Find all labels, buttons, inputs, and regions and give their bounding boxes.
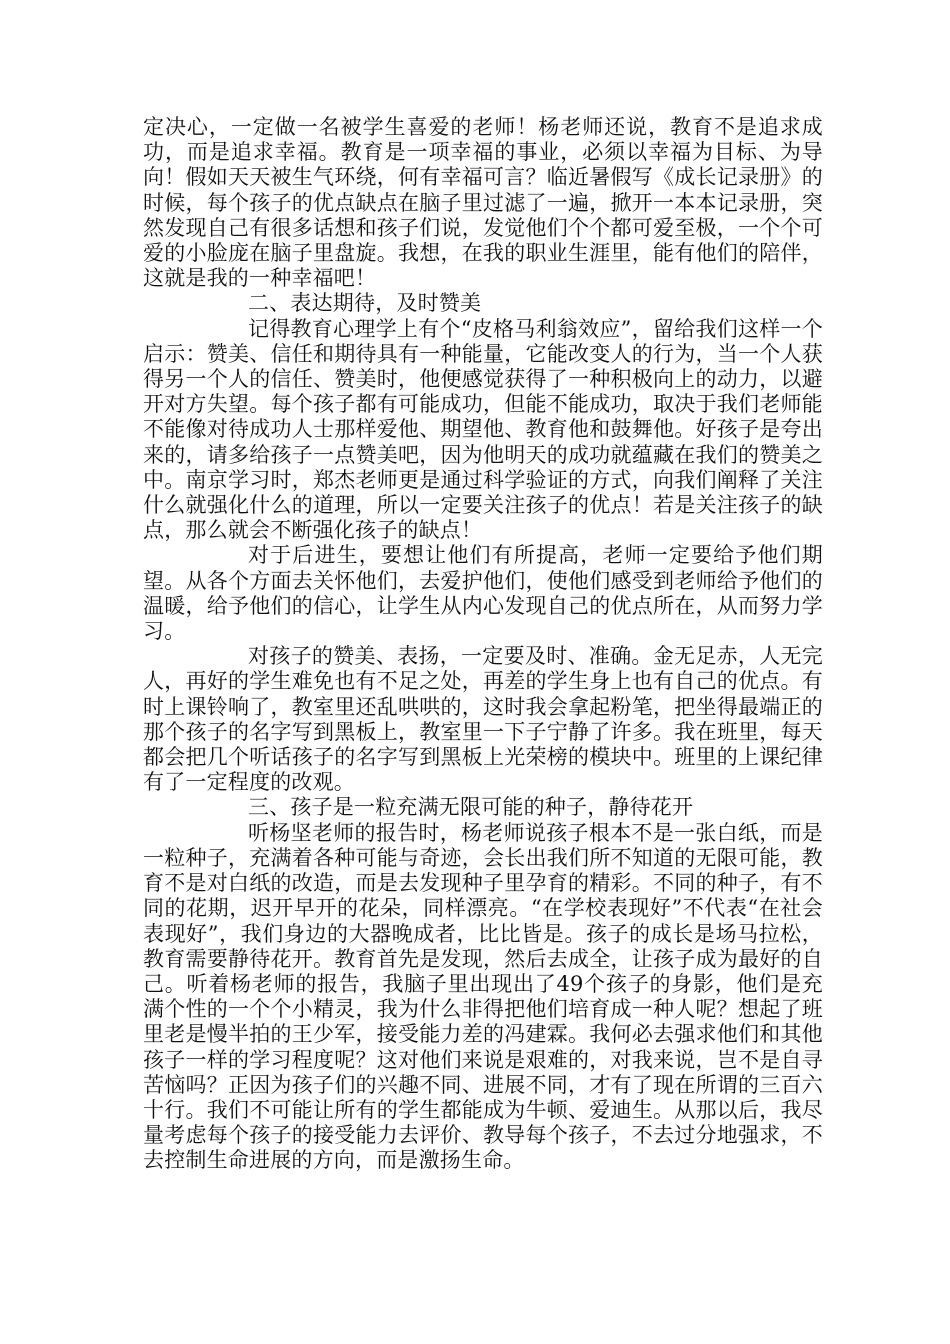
- paragraph: 定决心，一定做一名被学生喜爱的老师！杨老师还说，教育不是追求成功，而是追求幸福。教育是一项幸福的事业，必须以幸福为目标、为导向！假如天天被生气环绕，何有幸福可言？临近暑假写《成长记录册》的时候，每个孩子的优点缺点在脑子里过滤了一遍，掀开一本本记录册，突然发现自己有很多话想和孩子们说，发觉他们个个都可爱至极，一个个可爱的小脸庞在脑子里盘旋。我想，在我的职业生涯里，能有他们的陪伴，这就是我的一种幸福吧！: [143, 115, 823, 291]
- paragraph: 对孩子的赞美、表扬，一定要及时、准确。金无足赤，人无完人，再好的学生难免也有不足之处，再差的学生身上也有自己的优点。有时上课铃响了，教室里还乱哄哄的，这时我会拿起粉笔，把坐得最端正的那个孩子的名字写到黑板上，教室里一下子宁静了许多。我在班里，每天都会把几个听话孩子的名字写到黑板上光荣榜的模块中。班里的上课纪律有了一定程度的改观。: [143, 644, 823, 795]
- paragraph: 记得教育心理学上有个“皮格马利翁效应”，留给我们这样一个启示：赞美、信任和期待具有一种能量，它能改变人的行为，当一个人获得另一个人的信任、赞美时，他便感觉获得了一种积极向上的动力，以避开对方失望。每个孩子都有可能成功，但能不能成功，取决于我们老师能不能像对待成功人士那样爱他、期望他、教育他和鼓舞他。好孩子是夸出来的，请多给孩子一点赞美吧，因为他明天的成功就蕴藏在我们的赞美之中。南京学习时，郑杰老师更是通过科学验证的方式，向我们阐释了关注什么就强化什么的道理，所以一定要关注孩子的优点！若是关注孩子的缺点，那么就会不断强化孩子的缺点！: [143, 316, 823, 543]
- section-heading: 三、孩子是一粒充满无限可能的种子，静待花开: [248, 795, 694, 820]
- document-body: [143, 115, 823, 1174]
- paragraph: 听杨坚老师的报告时，杨老师说孩子根本不是一张白纸，而是一粒种子，充满着各种可能与奇迹，会长出我们所不知道的无限可能，教育不是对白纸的改造，而是去发现种子里孕育的精彩。不同的种子，有不同的花期，迟开早开的花朵，同样漂亮。“在学校表现好”不代表“在社会表现好”，我们身边的大器晚成者，比比皆是。孩子的成长是场马拉松，教育需要静待花开。教育首先是发现，然后去成全，让孩子成为最好的自己。听着杨老师的报告，我脑子里出现出了49个孩子的身影，他们是充满个性的一个个小精灵，我为什么非得把他们培育成一种人呢？想起了班里老是慢半拍的王少军，接受能力差的冯建霖。我何必去强求他们和其他孩子一样的学习程度呢？这对他们来说是艰难的，对我来说，岂不是自寻苦恼吗？正因为孩子们的兴趣不同、进展不同，才有了现在所谓的三百六十行。我们不可能让所有的学生都能成为牛顿、爱迪生。从那以后，我尽量考虑每个孩子的接受能力去评价、教导每个孩子，不去过分地强求，不去控制生命进展的方向，而是激扬生命。: [143, 820, 823, 1173]
- paragraph: 对于后进生，要想让他们有所提高，老师一定要给予他们期望。从各个方面去关怀他们，去爱护他们，使他们感受到老师给予他们的温暖，给予他们的信心，让学生从内心发现自己的优点所在，从而努力学习。: [143, 543, 823, 644]
- section-heading: 二、表达期待，及时赞美: [248, 291, 482, 316]
